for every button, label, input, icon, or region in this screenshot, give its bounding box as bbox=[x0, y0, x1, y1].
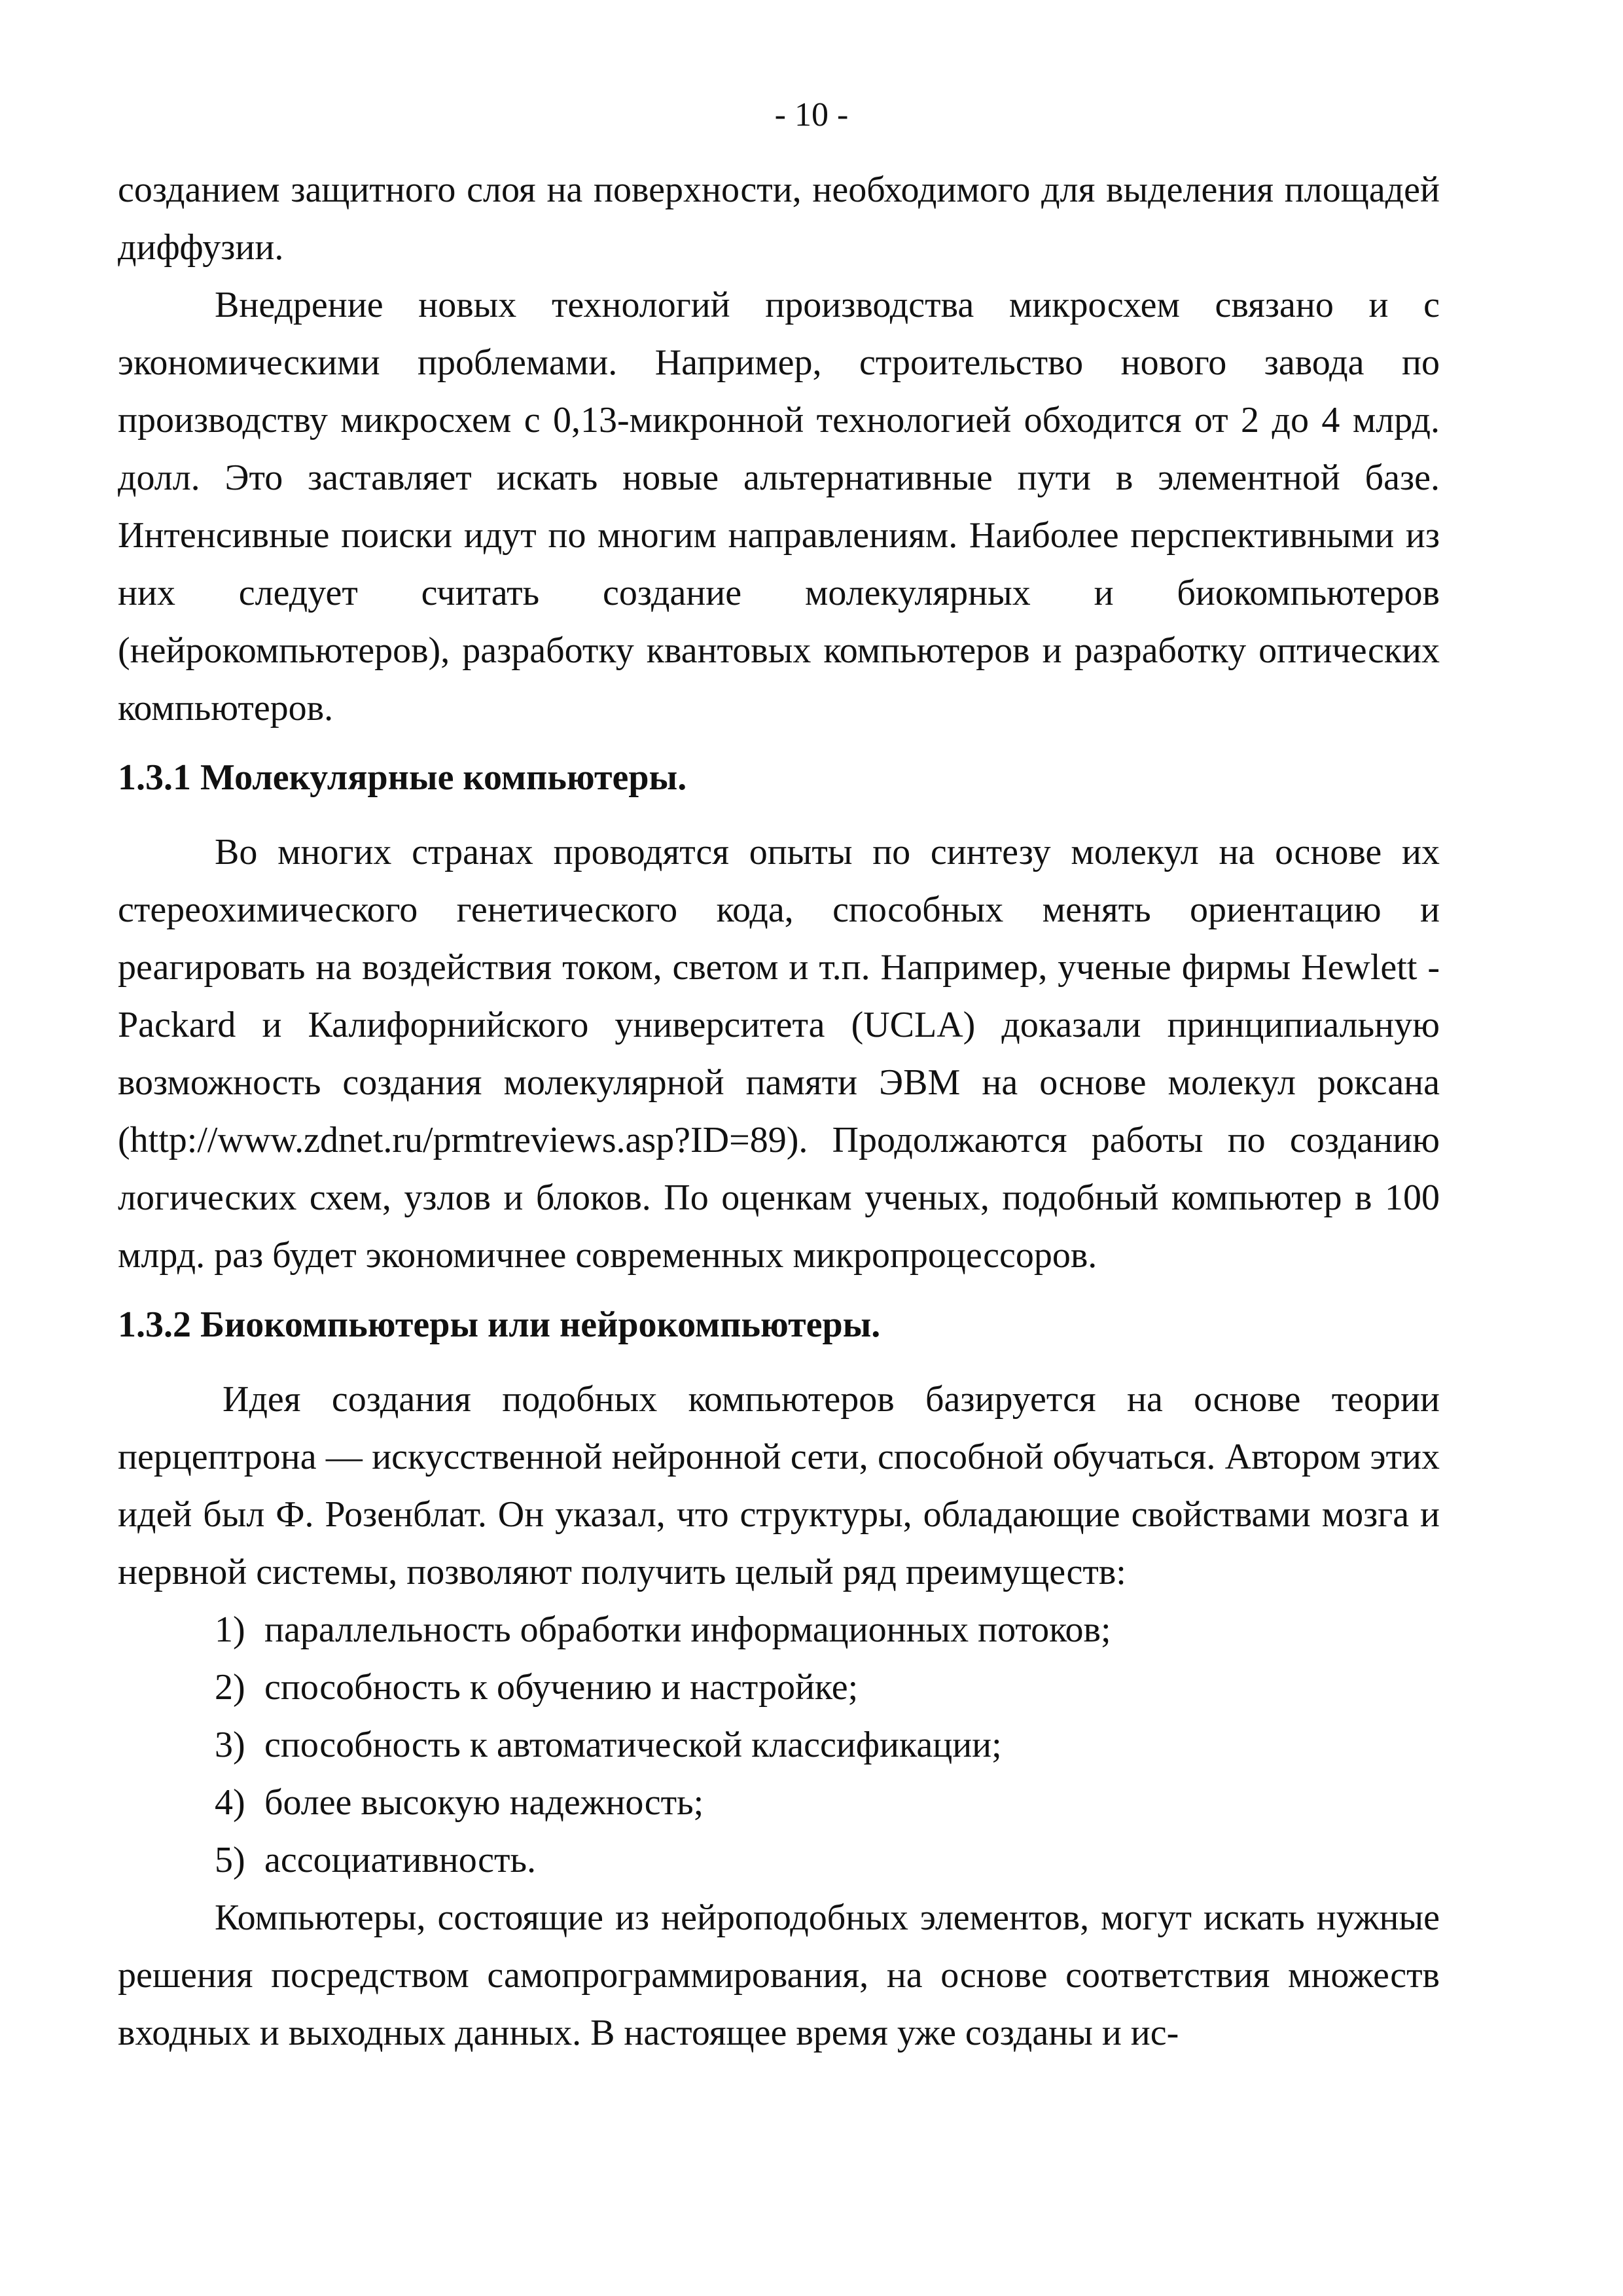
paragraph-perceptron: Идея создания подобных компьютеров базируется на основе теории перцептрона — искусственной нейронной сети, способной обучаться. Автором этих идей был Ф. Розенблат. Он указал, что структуры, обладающие свойствами мозга и нервной системы, позволяют получить целый ряд преимуществ: bbox=[118, 1379, 1440, 1592]
list-item bbox=[118, 1659, 1440, 1716]
heading-molecular-computers: 1.3.1 Молекулярные компьютеры. bbox=[118, 757, 687, 798]
list-item-text: параллельность обработки информационных потоков; bbox=[264, 1609, 1111, 1650]
list-item bbox=[118, 1774, 1440, 1831]
list-item-text: способность к обучению и настройке; bbox=[264, 1667, 859, 1708]
list-item-text: более высокую надежность; bbox=[264, 1782, 704, 1823]
list-item-number: 5) bbox=[215, 1840, 245, 1880]
list-item bbox=[118, 1601, 1440, 1659]
list-item-number: 1) bbox=[215, 1609, 245, 1650]
paragraph-new-technologies: Внедрение новых технологий производства микросхем связано и с экономическими проблемами. Например, строительство нового завода по производству микросхем с 0,13-микронной технологией обходится от 2 до 4 млрд. долл. Это заставляет искать новые альтернативные пути в элементной базе. Интенсивные поиски идут по многим направлениям. Наиболее перспективными из них следует считать создание молекулярных и биокомпьютеров (нейрокомпьютеров), разработку квантовых компьютеров и разработку оптических компьютеров. bbox=[118, 285, 1440, 728]
list-item-number: 2) bbox=[215, 1667, 245, 1708]
advantages-list bbox=[118, 1601, 1440, 1889]
heading-biocomputers: 1.3.2 Биокомпьютеры или нейрокомпьютеры. bbox=[118, 1304, 881, 1345]
list-item bbox=[118, 1716, 1440, 1774]
list-item-text: способность к автоматической классификации; bbox=[264, 1725, 1002, 1765]
list-item bbox=[118, 1831, 1440, 1889]
page-number: - 10 - bbox=[774, 96, 849, 134]
list-item-text: ассоциативность. bbox=[264, 1840, 537, 1880]
paragraph-neural-elements: Компьютеры, состоящие из нейроподобных элементов, могут искать нужные решения посредством самопрограммирования, на основе соответствия множеств входных и выходных данных. В настоящее время уже созданы и ис- bbox=[118, 1897, 1440, 2053]
paragraph-molecular-synthesis: Во многих странах проводятся опыты по синтезу молекул на основе их стереохимического генетического кода, способных менять ориентацию и реагировать на воздействия током, светом и т.п. Например, ученые фирмы Hewlett - Packard и Калифорнийского университета (UCLA) доказали принципиальную возможность создания молекулярной памяти ЭВМ на основе молекул роксана (http://www.zdnet.ru/prmtreviews.asp?ID=89). Продолжаются работы по созданию логических схем, узлов и блоков. По оценкам ученых, подобный компьютер в 100 млрд. раз будет экономичнее современных микропроцессоров. bbox=[118, 832, 1440, 1276]
document-body bbox=[118, 161, 1440, 2062]
list-item-number: 3) bbox=[215, 1725, 245, 1765]
paragraph-continuation: созданием защитного слоя на поверхности, необходимого для выделения площадей диффузии. bbox=[118, 170, 1440, 268]
list-item-number: 4) bbox=[215, 1782, 245, 1823]
